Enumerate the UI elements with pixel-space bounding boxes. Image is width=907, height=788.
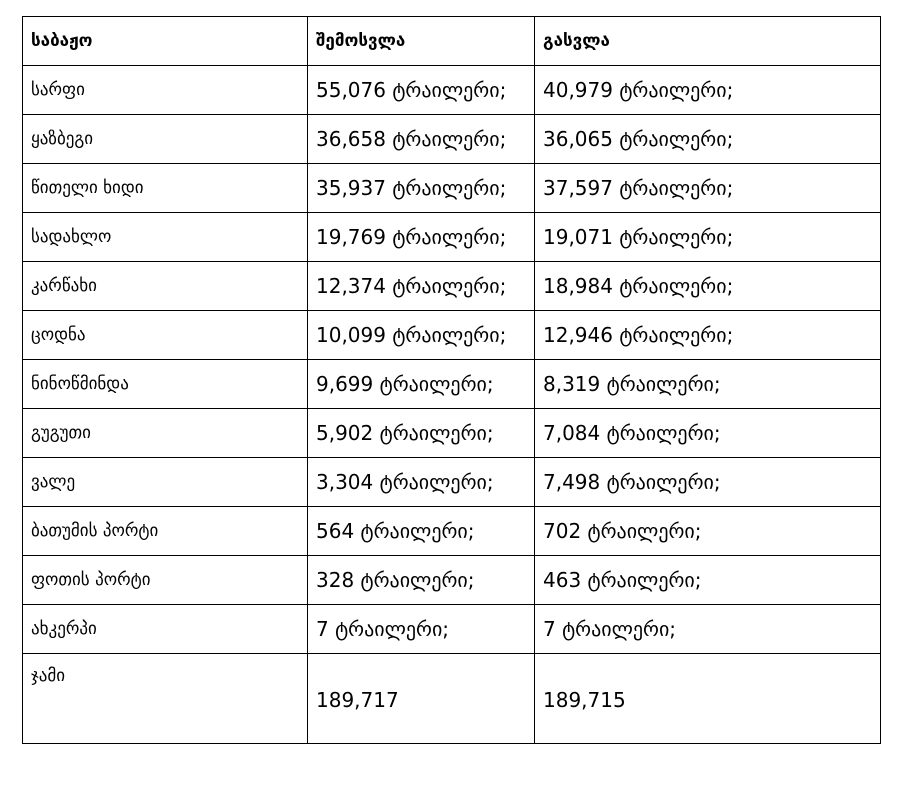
outbound-cell: 463 ტრაილერი; — [535, 556, 881, 605]
outbound-cell: 7,498 ტრაილერი; — [535, 458, 881, 507]
inbound-cell: 564 ტრაილერი; — [308, 507, 535, 556]
inbound-cell: 9,699 ტრაილერი; — [308, 360, 535, 409]
table-header-row — [23, 17, 881, 66]
table-row — [23, 507, 881, 556]
checkpoint-cell: ახკერპი — [23, 605, 308, 654]
table-row — [23, 605, 881, 654]
checkpoint-cell: ვალე — [23, 458, 308, 507]
header-inbound: შემოსვლა — [308, 17, 535, 66]
total-inbound: 189,717 — [308, 654, 535, 744]
outbound-cell: 702 ტრაილერი; — [535, 507, 881, 556]
table-row — [23, 360, 881, 409]
total-outbound: 189,715 — [535, 654, 881, 744]
outbound-cell: 8,319 ტრაილერი; — [535, 360, 881, 409]
inbound-cell: 5,902 ტრაილერი; — [308, 409, 535, 458]
inbound-cell: 3,304 ტრაილერი; — [308, 458, 535, 507]
header-outbound: გასვლა — [535, 17, 881, 66]
table-row — [23, 409, 881, 458]
outbound-cell: 12,946 ტრაილერი; — [535, 311, 881, 360]
checkpoint-cell: წითელი ხიდი — [23, 164, 308, 213]
inbound-cell: 10,099 ტრაილერი; — [308, 311, 535, 360]
outbound-cell: 7 ტრაილერი; — [535, 605, 881, 654]
customs-trailer-table — [22, 16, 881, 744]
checkpoint-cell: ყაზბეგი — [23, 115, 308, 164]
checkpoint-cell: ბათუმის პორტი — [23, 507, 308, 556]
inbound-cell: 36,658 ტრაილერი; — [308, 115, 535, 164]
inbound-cell: 35,937 ტრაილერი; — [308, 164, 535, 213]
outbound-cell: 40,979 ტრაილერი; — [535, 66, 881, 115]
table-row — [23, 164, 881, 213]
table-row — [23, 458, 881, 507]
inbound-cell: 55,076 ტრაილერი; — [308, 66, 535, 115]
checkpoint-cell: ცოდნა — [23, 311, 308, 360]
table-row — [23, 262, 881, 311]
inbound-cell: 19,769 ტრაილერი; — [308, 213, 535, 262]
table-row — [23, 311, 881, 360]
checkpoint-cell: გუგუთი — [23, 409, 308, 458]
checkpoint-cell: სადახლო — [23, 213, 308, 262]
inbound-cell: 7 ტრაილერი; — [308, 605, 535, 654]
outbound-cell: 37,597 ტრაილერი; — [535, 164, 881, 213]
inbound-cell: 328 ტრაილერი; — [308, 556, 535, 605]
checkpoint-cell: სარფი — [23, 66, 308, 115]
header-checkpoint: საბაჟო — [23, 17, 308, 66]
table-row — [23, 213, 881, 262]
outbound-cell: 36,065 ტრაილერი; — [535, 115, 881, 164]
outbound-cell: 7,084 ტრაილერი; — [535, 409, 881, 458]
total-row — [23, 654, 881, 744]
outbound-cell: 18,984 ტრაილერი; — [535, 262, 881, 311]
table-row — [23, 556, 881, 605]
total-label: ჯამი — [23, 654, 308, 744]
table-row — [23, 66, 881, 115]
inbound-cell: 12,374 ტრაილერი; — [308, 262, 535, 311]
table-row — [23, 115, 881, 164]
outbound-cell: 19,071 ტრაილერი; — [535, 213, 881, 262]
checkpoint-cell: ნინოწმინდა — [23, 360, 308, 409]
checkpoint-cell: კარწახი — [23, 262, 308, 311]
checkpoint-cell: ფოთის პორტი — [23, 556, 308, 605]
